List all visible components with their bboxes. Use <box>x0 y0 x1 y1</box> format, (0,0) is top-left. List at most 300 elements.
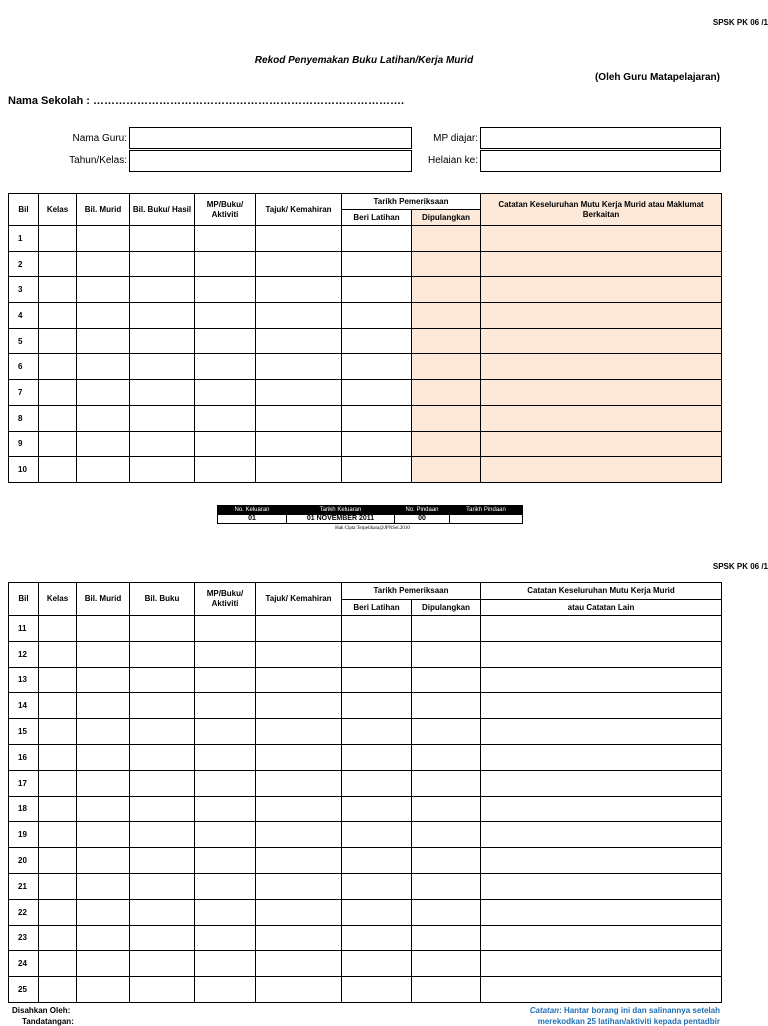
table-cell[interactable] <box>342 822 412 848</box>
signature-label: Tandatangan: <box>22 1017 74 1026</box>
row-number: 6 <box>9 354 39 380</box>
header-kelas: Kelas <box>39 583 77 616</box>
table-cell[interactable] <box>481 354 722 380</box>
table-cell[interactable] <box>77 925 130 951</box>
table-cell[interactable] <box>77 899 130 925</box>
table-cell[interactable] <box>342 667 412 693</box>
table-cell[interactable] <box>195 770 256 796</box>
table-cell[interactable] <box>412 226 481 252</box>
table-cell[interactable] <box>130 667 195 693</box>
table-cell[interactable] <box>195 719 256 745</box>
table-cell[interactable] <box>77 744 130 770</box>
table-cell[interactable] <box>342 899 412 925</box>
table-cell[interactable] <box>77 303 130 329</box>
table-cell[interactable] <box>342 405 412 431</box>
table-cell[interactable] <box>195 977 256 1003</box>
table-cell[interactable] <box>77 431 130 457</box>
issue-value-tarikh-pindaan <box>450 515 523 524</box>
header-tarikh: Tarikh Pemeriksaan <box>342 194 481 210</box>
table-row <box>9 616 722 642</box>
table-cell[interactable] <box>77 405 130 431</box>
table-row <box>9 719 722 745</box>
table-cell[interactable] <box>256 667 342 693</box>
table-cell[interactable] <box>130 616 195 642</box>
table-cell[interactable] <box>256 431 342 457</box>
table-cell[interactable] <box>412 354 481 380</box>
footer-note-line2: merekodkan 25 latihan/aktiviti kepada pentadbir <box>537 1017 720 1026</box>
row-number: 1 <box>9 226 39 252</box>
table-cell[interactable] <box>342 277 412 303</box>
table-cell[interactable] <box>39 977 77 1003</box>
table-row <box>9 899 722 925</box>
year-class-label: Tahun/Kelas: <box>69 155 127 166</box>
table-cell[interactable] <box>412 977 481 1003</box>
table-cell[interactable] <box>256 848 342 874</box>
table-row <box>9 951 722 977</box>
table-cell[interactable] <box>195 303 256 329</box>
table-row <box>9 770 722 796</box>
table-cell[interactable] <box>130 380 195 406</box>
table-cell[interactable] <box>195 616 256 642</box>
table-cell[interactable] <box>342 457 412 483</box>
table-cell[interactable] <box>195 796 256 822</box>
table-cell[interactable] <box>130 796 195 822</box>
sheet-number-label: Helaian ke: <box>427 155 478 166</box>
table-cell[interactable] <box>39 303 77 329</box>
table-cell[interactable] <box>256 251 342 277</box>
teacher-name-field[interactable] <box>129 127 412 149</box>
table-cell[interactable] <box>77 719 130 745</box>
table-cell[interactable] <box>130 719 195 745</box>
table-cell[interactable] <box>39 667 77 693</box>
table-cell[interactable] <box>256 693 342 719</box>
table-cell[interactable] <box>130 770 195 796</box>
table-cell[interactable] <box>412 925 481 951</box>
row-number: 10 <box>9 457 39 483</box>
header-mp-buku: MP/Buku/ Aktiviti <box>195 194 256 226</box>
issue-header-no-pindaan: No. Pindaan <box>395 506 450 515</box>
row-number: 24 <box>9 951 39 977</box>
copyright-text: Hak Cipta Terpelihara@JPNSel.2010 <box>335 526 410 531</box>
table-cell[interactable] <box>195 457 256 483</box>
table-cell[interactable] <box>481 693 722 719</box>
table-cell[interactable] <box>130 951 195 977</box>
table-cell[interactable] <box>481 277 722 303</box>
table-cell[interactable] <box>39 796 77 822</box>
table-cell[interactable] <box>342 977 412 1003</box>
table-cell[interactable] <box>130 744 195 770</box>
table-cell[interactable] <box>130 328 195 354</box>
table-cell[interactable] <box>412 405 481 431</box>
table-cell[interactable] <box>39 457 77 483</box>
table-cell[interactable] <box>77 251 130 277</box>
record-table-1 <box>8 193 722 483</box>
table-cell[interactable] <box>39 848 77 874</box>
table-cell[interactable] <box>77 667 130 693</box>
row-number: 3 <box>9 277 39 303</box>
table-cell[interactable] <box>412 899 481 925</box>
table-cell[interactable] <box>256 744 342 770</box>
row-number: 25 <box>9 977 39 1003</box>
table-cell[interactable] <box>130 405 195 431</box>
table-cell[interactable] <box>39 770 77 796</box>
table-cell[interactable] <box>342 616 412 642</box>
table-cell[interactable] <box>481 457 722 483</box>
table-cell[interactable] <box>195 328 256 354</box>
table-cell[interactable] <box>412 616 481 642</box>
table-cell[interactable] <box>342 796 412 822</box>
table-cell[interactable] <box>481 667 722 693</box>
table-cell[interactable] <box>77 951 130 977</box>
issue-header-tarikh-pindaan: Tarikh Pindaan <box>450 506 523 515</box>
table-cell[interactable] <box>481 431 722 457</box>
header-bil-buku: Bil. Buku/ Hasil <box>130 194 195 226</box>
header-dipulangkan: Dipulangkan <box>412 210 481 226</box>
row-number: 9 <box>9 431 39 457</box>
table-row <box>9 667 722 693</box>
table-cell[interactable] <box>39 328 77 354</box>
table-row <box>9 641 722 667</box>
table-cell[interactable] <box>481 951 722 977</box>
table-cell[interactable] <box>77 977 130 1003</box>
document-code: SPSK PK 06 /1 <box>712 18 768 27</box>
issue-value-tarikh-keluaran: 01 NOVEMBER 2011 <box>287 515 395 524</box>
table-cell[interactable] <box>39 380 77 406</box>
table-cell[interactable] <box>412 744 481 770</box>
issue-header-no-keluaran: No. Keluaran <box>218 506 287 515</box>
table-cell[interactable] <box>342 873 412 899</box>
table-row <box>9 380 722 406</box>
header-bil-buku: Bil. Buku <box>130 583 195 616</box>
header-mp-buku: MP/Buku/ Aktiviti <box>195 583 256 616</box>
table-cell[interactable] <box>195 380 256 406</box>
table-cell[interactable] <box>256 405 342 431</box>
subject-taught-label: MP diajar: <box>433 133 478 144</box>
table-cell[interactable] <box>412 693 481 719</box>
row-number: 7 <box>9 380 39 406</box>
table-row <box>9 431 722 457</box>
table-cell[interactable] <box>77 616 130 642</box>
row-number: 18 <box>9 796 39 822</box>
table-cell[interactable] <box>256 380 342 406</box>
table-cell[interactable] <box>256 354 342 380</box>
table-cell[interactable] <box>195 251 256 277</box>
approved-by-label: Disahkan Oleh: <box>12 1006 71 1015</box>
table-row <box>9 226 722 252</box>
table-cell[interactable] <box>195 405 256 431</box>
header-beri-latihan: Beri Latihan <box>342 210 412 226</box>
table-cell[interactable] <box>77 380 130 406</box>
row-number: 12 <box>9 641 39 667</box>
row-number: 13 <box>9 667 39 693</box>
table-cell[interactable] <box>342 431 412 457</box>
table-cell[interactable] <box>342 719 412 745</box>
header-tajuk: Tajuk/ Kemahiran <box>256 583 342 616</box>
footer-note-text: : Hantar borang ini dan salinannya setelah <box>559 1006 720 1015</box>
table-cell[interactable] <box>481 899 722 925</box>
table-row <box>9 354 722 380</box>
table-cell[interactable] <box>342 328 412 354</box>
row-number: 17 <box>9 770 39 796</box>
table-cell[interactable] <box>256 822 342 848</box>
footer-note <box>530 1006 720 1015</box>
table-row <box>9 457 722 483</box>
header-catatan: Catatan Keseluruhan Mutu Kerja Murid atau Maklumat Berkaitan <box>481 194 722 226</box>
table-cell[interactable] <box>130 848 195 874</box>
document-code-page2: SPSK PK 06 /1 <box>712 562 768 571</box>
row-number: 21 <box>9 873 39 899</box>
table-cell[interactable] <box>195 822 256 848</box>
table-cell[interactable] <box>39 405 77 431</box>
table-row <box>9 873 722 899</box>
table-cell[interactable] <box>39 277 77 303</box>
table-cell[interactable] <box>342 693 412 719</box>
table-cell[interactable] <box>481 822 722 848</box>
row-number: 15 <box>9 719 39 745</box>
table-row <box>9 405 722 431</box>
header-dipulangkan: Dipulangkan <box>412 600 481 616</box>
table-cell[interactable] <box>481 770 722 796</box>
table-cell[interactable] <box>342 744 412 770</box>
table-cell[interactable] <box>39 899 77 925</box>
school-name-label: Nama Sekolah : …………………………………………………………………………. <box>8 95 405 107</box>
table-cell[interactable] <box>481 405 722 431</box>
table-cell[interactable] <box>342 641 412 667</box>
table-cell[interactable] <box>342 303 412 329</box>
table-cell[interactable] <box>412 951 481 977</box>
table-cell[interactable] <box>412 641 481 667</box>
table-cell[interactable] <box>481 303 722 329</box>
issue-value-no-keluaran: 01 <box>218 515 287 524</box>
table-cell[interactable] <box>195 744 256 770</box>
table-cell[interactable] <box>256 873 342 899</box>
table-cell[interactable] <box>412 848 481 874</box>
table-cell[interactable] <box>77 873 130 899</box>
table-cell[interactable] <box>39 641 77 667</box>
table-cell[interactable] <box>412 822 481 848</box>
table-row <box>9 848 722 874</box>
table-cell[interactable] <box>481 848 722 874</box>
row-number: 2 <box>9 251 39 277</box>
table-cell[interactable] <box>77 457 130 483</box>
table-cell[interactable] <box>342 770 412 796</box>
table-cell[interactable] <box>77 822 130 848</box>
table-cell[interactable] <box>342 251 412 277</box>
header-tarikh: Tarikh Pemeriksaan <box>342 583 481 600</box>
record-table-2 <box>8 582 722 1003</box>
table-cell[interactable] <box>481 328 722 354</box>
header-catatan-line2: atau Catatan Lain <box>481 600 722 616</box>
row-number: 20 <box>9 848 39 874</box>
table-cell[interactable] <box>412 457 481 483</box>
table-cell[interactable] <box>130 226 195 252</box>
table-cell[interactable] <box>130 693 195 719</box>
table-row <box>9 277 722 303</box>
subject-taught-field[interactable] <box>480 127 721 149</box>
row-number: 11 <box>9 616 39 642</box>
table-cell[interactable] <box>130 303 195 329</box>
table-cell[interactable] <box>481 641 722 667</box>
table-cell[interactable] <box>412 719 481 745</box>
table-cell[interactable] <box>256 303 342 329</box>
header-beri-latihan: Beri Latihan <box>342 600 412 616</box>
table-cell[interactable] <box>412 431 481 457</box>
table-cell[interactable] <box>256 226 342 252</box>
table-cell[interactable] <box>130 457 195 483</box>
table-cell[interactable] <box>342 226 412 252</box>
table-row <box>9 796 722 822</box>
table-cell[interactable] <box>195 899 256 925</box>
table-cell[interactable] <box>39 873 77 899</box>
row-number: 5 <box>9 328 39 354</box>
table-cell[interactable] <box>195 431 256 457</box>
table-row <box>9 303 722 329</box>
table-cell[interactable] <box>130 431 195 457</box>
row-number: 23 <box>9 925 39 951</box>
footer-note-label: Catatan <box>529 1006 560 1015</box>
header-catatan-line1: Catatan Keseluruhan Mutu Kerja Murid <box>481 583 722 600</box>
table-cell[interactable] <box>256 796 342 822</box>
table-cell[interactable] <box>130 822 195 848</box>
table-cell[interactable] <box>130 641 195 667</box>
table-cell[interactable] <box>195 641 256 667</box>
table-cell[interactable] <box>412 380 481 406</box>
header-kelas: Kelas <box>39 194 77 226</box>
row-number: 4 <box>9 303 39 329</box>
table-cell[interactable] <box>412 251 481 277</box>
table-cell[interactable] <box>195 848 256 874</box>
table-cell[interactable] <box>412 796 481 822</box>
table-cell[interactable] <box>77 354 130 380</box>
header-tajuk: Tajuk/ Kemahiran <box>256 194 342 226</box>
table-cell[interactable] <box>412 873 481 899</box>
table-cell[interactable] <box>77 328 130 354</box>
table-cell[interactable] <box>77 641 130 667</box>
table-cell[interactable] <box>412 303 481 329</box>
table-cell[interactable] <box>39 719 77 745</box>
table-row <box>9 925 722 951</box>
page-title: Rekod Penyemakan Buku Latihan/Kerja Murid <box>254 55 474 66</box>
table-cell[interactable] <box>130 977 195 1003</box>
table-cell[interactable] <box>39 822 77 848</box>
table-cell[interactable] <box>256 925 342 951</box>
table-cell[interactable] <box>256 328 342 354</box>
table-cell[interactable] <box>195 873 256 899</box>
table-cell[interactable] <box>342 848 412 874</box>
table-cell[interactable] <box>256 719 342 745</box>
table-cell[interactable] <box>256 770 342 796</box>
table-cell[interactable] <box>412 277 481 303</box>
table-cell[interactable] <box>77 796 130 822</box>
page-subtitle: (Oleh Guru Matapelajaran) <box>594 72 720 83</box>
row-number: 22 <box>9 899 39 925</box>
header-bil-murid: Bil. Murid <box>77 583 130 616</box>
table-cell[interactable] <box>130 354 195 380</box>
table-cell[interactable] <box>195 354 256 380</box>
table-cell[interactable] <box>256 951 342 977</box>
table-cell[interactable] <box>481 616 722 642</box>
table-cell[interactable] <box>342 951 412 977</box>
table-cell[interactable] <box>39 431 77 457</box>
table-cell[interactable] <box>77 770 130 796</box>
table-cell[interactable] <box>481 719 722 745</box>
header-bil: Bil <box>9 194 39 226</box>
table-cell[interactable] <box>481 977 722 1003</box>
table-cell[interactable] <box>130 925 195 951</box>
table-cell[interactable] <box>256 977 342 1003</box>
table-cell[interactable] <box>130 251 195 277</box>
row-number: 16 <box>9 744 39 770</box>
table-cell[interactable] <box>39 251 77 277</box>
table-cell[interactable] <box>39 693 77 719</box>
table-cell[interactable] <box>130 873 195 899</box>
table-row <box>9 744 722 770</box>
table-cell[interactable] <box>195 925 256 951</box>
table-row <box>9 977 722 1003</box>
table-cell[interactable] <box>195 226 256 252</box>
table-row <box>9 251 722 277</box>
table-cell[interactable] <box>412 328 481 354</box>
table-cell[interactable] <box>481 796 722 822</box>
table-cell[interactable] <box>39 744 77 770</box>
table-cell[interactable] <box>256 641 342 667</box>
table-cell[interactable] <box>256 277 342 303</box>
table-cell[interactable] <box>412 770 481 796</box>
table-cell[interactable] <box>77 226 130 252</box>
year-class-field[interactable] <box>129 150 412 172</box>
table-row <box>9 693 722 719</box>
sheet-number-field[interactable] <box>480 150 721 172</box>
issue-info-table <box>217 505 523 524</box>
table-cell[interactable] <box>39 226 77 252</box>
table-cell[interactable] <box>481 226 722 252</box>
table-cell[interactable] <box>481 251 722 277</box>
row-number: 19 <box>9 822 39 848</box>
table-cell[interactable] <box>130 899 195 925</box>
table-cell[interactable] <box>342 354 412 380</box>
header-bil-murid: Bil. Murid <box>77 194 130 226</box>
teacher-name-label: Nama Guru: <box>72 133 127 144</box>
table-cell[interactable] <box>39 951 77 977</box>
table-cell[interactable] <box>342 925 412 951</box>
table-cell[interactable] <box>195 951 256 977</box>
table-row <box>9 328 722 354</box>
table-cell[interactable] <box>256 616 342 642</box>
row-number: 8 <box>9 405 39 431</box>
table-cell[interactable] <box>77 693 130 719</box>
table-cell[interactable] <box>39 354 77 380</box>
table-cell[interactable] <box>130 277 195 303</box>
table-cell[interactable] <box>195 277 256 303</box>
table-cell[interactable] <box>481 925 722 951</box>
table-cell[interactable] <box>77 848 130 874</box>
table-cell[interactable] <box>342 380 412 406</box>
table-cell[interactable] <box>256 899 342 925</box>
row-number: 14 <box>9 693 39 719</box>
table-cell[interactable] <box>39 616 77 642</box>
table-cell[interactable] <box>481 873 722 899</box>
header-bil: Bil <box>9 583 39 616</box>
table-cell[interactable] <box>481 744 722 770</box>
table-cell[interactable] <box>481 380 722 406</box>
table-cell[interactable] <box>77 277 130 303</box>
table-cell[interactable] <box>256 457 342 483</box>
table-cell[interactable] <box>39 925 77 951</box>
table-cell[interactable] <box>412 667 481 693</box>
table-cell[interactable] <box>195 693 256 719</box>
table-cell[interactable] <box>195 667 256 693</box>
table-row <box>9 822 722 848</box>
